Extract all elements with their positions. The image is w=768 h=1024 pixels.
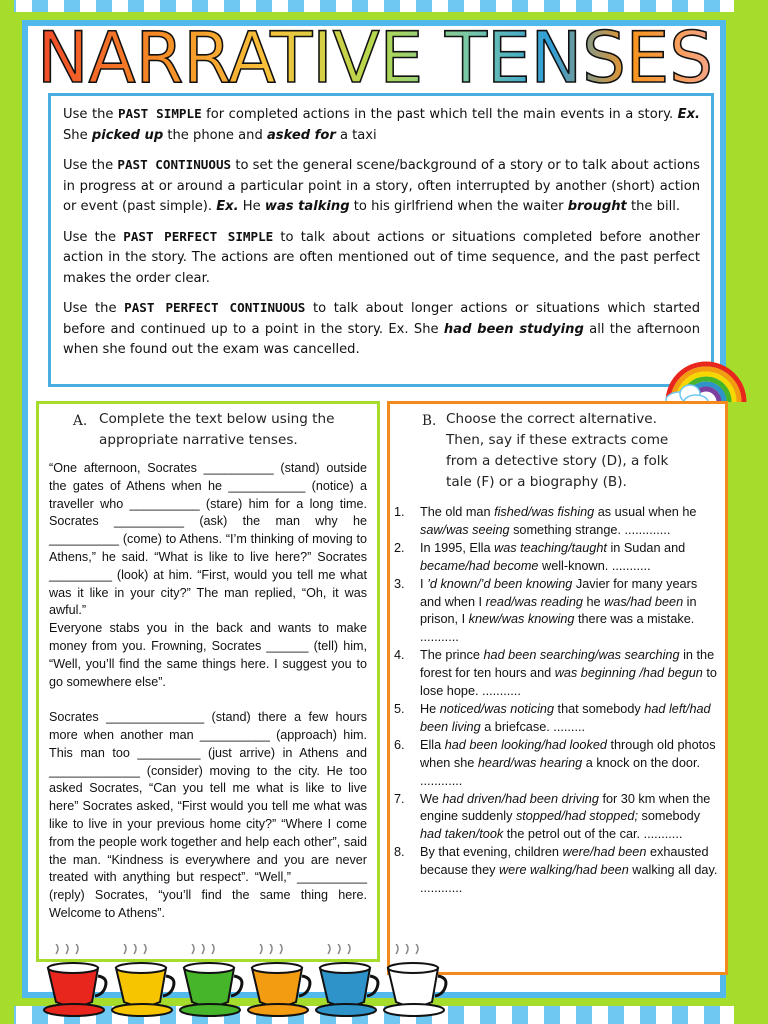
question-text: something strange. ............. [509,522,671,537]
question-text: By that evening, children [420,845,563,860]
teacup-icon [44,944,106,1016]
question-number: 7. [394,791,405,806]
question-item [394,540,720,576]
question-item [394,791,720,845]
question-item [394,576,720,648]
rule-past-perfect-continuous: Use the PAST PERFECT CONTINUOUS to talk about longer actions or situations which started before and continued up to a point in the story. Ex. She had been studying all the afternoon when she found out the exam was cancelled. [63,300,700,357]
answer-alternative: heard/was hearing [477,755,583,770]
story-paragraph: Everyone stabs you in the back and wants to make money from you. Frowning, Socrates ______ (tell) him, “Well, you’ll find the same things here. I suggest you to go somewhere else”. [49,621,367,689]
teacup-icon [384,944,446,1016]
question-text: walking all day. ............ [420,863,718,896]
question-item [394,701,720,737]
question-text: as usual when he [594,505,697,519]
question-number: 4. [394,648,405,663]
answer-alternative: were/had been [562,845,647,860]
teacup-icon [248,944,310,1016]
question-text: through old photos when she [420,737,716,770]
question-text: to lose hope. ........... [420,666,717,699]
section-a-box [36,401,380,962]
section-b-instruction-4: tale (F) or a biography (B). [446,474,627,490]
question-text: in the forest for ten hours and [420,648,715,681]
question-item [394,647,720,701]
question-text: in prison, I [420,594,697,627]
answer-alternative: noticed/was noticing [439,701,555,716]
section-b-list [394,504,720,898]
question-text: The old man [420,505,495,519]
section-a-instruction-1: Complete the text below using the [99,411,335,427]
rule-past-perfect-simple: Use the PAST PERFECT SIMPLE to talk about actions or situations completed before another action in the story. The actions are often mentioned out of time sequence, and the past perfect makes the order clear. [63,228,700,286]
question-number: 1. [394,505,405,519]
answer-alternative: was teaching/taught [494,540,607,555]
answer-alternative: became/had become [420,558,539,573]
teacup-icon [180,944,242,1016]
title-text: NARRATIVE TENSES [37,18,713,90]
answer-alternative: had been looking/had looked [444,737,607,752]
answer-alternative: was/had been [604,594,684,609]
answer-alternative: knew/was knowing [468,612,575,627]
story-paragraph: Socrates ______________ (stand) there a few hours more when another man __________ (approach) him. This man too _________ (just arrive) in Athens and _____________ (consider) moving to the city. He too asked Socrates, “Can you tell me what is like to live here” Socrates asked, “First would you tell me what was like to live in your previous home city?” “Where I come from the people work together and help each other”, said the man. “Kindness is everywhere and you are never treated with anything but respect”. “Well,” __________ (reply) Socrates, “you’ll find the same thing here. Welcome to Athens”. [49,710,367,920]
answer-alternative: stopped/had stopped; [515,809,638,824]
question-text: he [582,594,605,609]
question-text: Javier for many years and when I [420,576,698,609]
section-a-story [49,460,367,923]
teacups-decoration [40,944,460,1024]
rule-past-simple: Use the PAST SIMPLE for completed actions in the past which tell the main events in a story. Ex. She picked up the phone and asked for a taxi [63,106,700,143]
rules-box [48,93,714,387]
question-text: a knock on the door. ............ [420,755,701,788]
right-border [734,0,768,1024]
question-text: We [420,791,443,806]
teacup-icon [316,944,378,1016]
answer-alternative: was beginning /had begun [554,666,703,681]
answer-alternative: fished/was fishing [494,505,595,519]
question-number: 2. [394,540,405,555]
question-text: there was a mistake. ........... [420,612,695,645]
story-paragraph: “One afternoon, Socrates __________ (stand) outside the gates of Athens when he ___________ (notice) a traveller who __________ (stare) him for a long time. Socrates __________ (ask) the man why he __________ (come) to Athens. “I’m thinking of moving to Athens,” he said. “What is like to live here?” Socrates _________ (look) at him. “First, would you tell me what was it like in your city?” The man replied, “Oh, it was awful.” [49,461,367,618]
question-item [394,844,720,898]
section-a-instruction-2: appropriate narrative tenses. [99,432,298,448]
question-text: In 1995, Ella [420,540,495,555]
answer-alternative: were walking/had been [499,863,629,878]
answer-alternative: read/was reading [485,594,583,609]
question-text: He [420,701,440,716]
question-text: for 30 km when the engine suddenly [420,791,711,824]
rule-past-continuous: Use the PAST CONTINUOUS to set the general scene/background of a story or to talk about actions in progress at or around a particular point in a story, often interrupted by another (short) action or event (past simple). Ex. He was talking to his girlfriend when the waiter brought the bill. [63,157,701,214]
section-b-instruction-1: Choose the correct alternative. [446,411,657,427]
question-number: 3. [394,576,405,591]
question-text: I [420,576,428,591]
page-title [30,18,720,90]
left-border [0,0,14,1024]
question-item [394,737,720,791]
answer-alternative: saw/was seeing [420,522,510,537]
question-item [394,504,720,540]
question-text: well-known. ........... [538,558,651,573]
question-text: somebody [637,809,701,824]
answer-alternative: had driven/had been driving [442,791,599,806]
question-text: the petrol out of the car. ........... [503,827,683,842]
question-number: 6. [394,737,405,752]
section-b-box [387,401,728,975]
section-b-instruction-2: Then, say if these extracts come [446,432,669,448]
question-text: exhausted because they [420,845,709,878]
question-text: Ella [420,737,445,752]
section-b-instruction-3: from a detective story (D), a folk [446,453,669,469]
question-text: that somebody [554,701,645,716]
answer-alternative: ’d known/’d been knowing [427,576,573,591]
question-number: 8. [394,845,405,860]
section-a-letter: A. [73,413,88,429]
answer-alternative: had taken/took [420,827,504,842]
question-number: 5. [394,701,405,716]
question-text: a briefcase. ......... [480,719,586,734]
answer-alternative: had left/had been living [420,701,711,734]
teacup-icon [112,944,174,1016]
section-b-letter: B. [422,413,437,429]
question-text: in Sudan and [606,540,686,555]
answer-alternative: had been searching/was searching [483,648,680,663]
question-text: The prince [420,648,484,663]
